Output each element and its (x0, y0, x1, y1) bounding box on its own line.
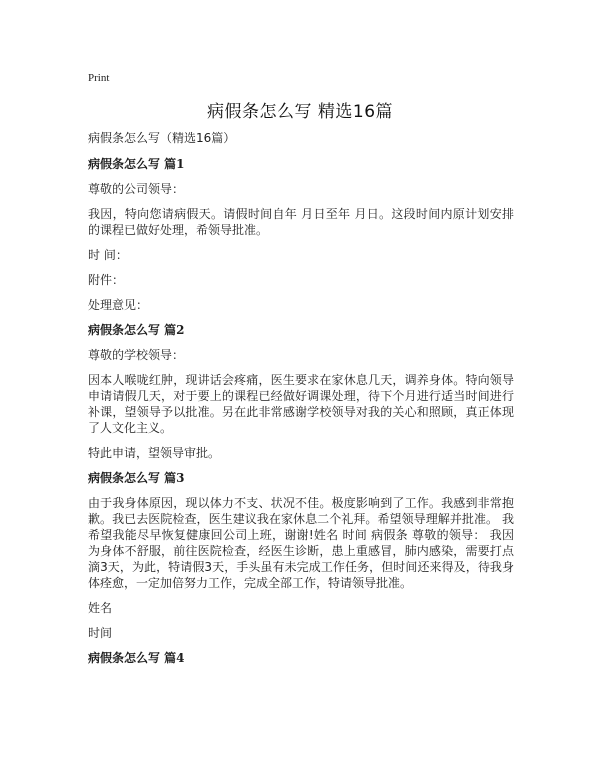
print-label: Print (88, 72, 110, 84)
field-line: 处理意见： (88, 298, 149, 312)
document-title: 病假条怎么写 精选16篇 (206, 102, 394, 122)
salutation: 尊敬的公司领导： (88, 182, 185, 196)
salutation: 尊敬的学校领导： (88, 348, 185, 362)
body-paragraph: 特此申请，望领导审批。 (88, 446, 221, 460)
section-heading: 病假条怎么写 篇1 (88, 157, 185, 171)
section-heading: 病假条怎么写 篇3 (88, 471, 185, 485)
body-paragraph: 我因，特向您请病假天。请假时间自年 月日至年 月日。这段时间内原计划安排的课程已做好处理，希领导批准。 (88, 207, 514, 237)
body-paragraph: 因本人喉咙红肿，现讲话会疼痛，医生要求在家休息几天，调养身体。特向领导申请请假几天，对于要上的课程已经做好调课处理，待下个月进行适当时间进行补课，望领导予以批准。另在此非常感谢学校领导对我的关心和照顾，真正体现了人文化主义。 (88, 373, 514, 435)
field-line: 附件： (88, 273, 125, 287)
body-paragraph: 由于我身体原因，现以体力不支、状况不佳。极度影响到了工作。我感到非常抱歉。我已去医院检查，医生建议我在家休息二个礼拜。希望领导理解并批准。 我希望我能尽早恢复健康回公司上班，谢谢!姓名 时间 病假条 尊敬的领导： 我因为身体不舒服，前往医院检查，经医生诊断，患上重感冒，肺内感染，需要打点滴3天，为此，特请假3天，手头虽有未完成工作任务，但时间还来得及，待我身体痊愈，一定加倍努力工作，完成全部工作，特请领导批准。 (88, 496, 514, 590)
field-line: 姓名 (88, 601, 113, 615)
section-heading: 病假条怎么写 篇4 (88, 651, 185, 665)
field-line: 时间 (88, 626, 113, 640)
section-heading: 病假条怎么写 篇2 (88, 323, 185, 337)
document-body (88, 130, 514, 675)
document-subtitle: 病假条怎么写（精选16篇） (88, 131, 236, 145)
field-line: 时 间： (88, 248, 128, 262)
